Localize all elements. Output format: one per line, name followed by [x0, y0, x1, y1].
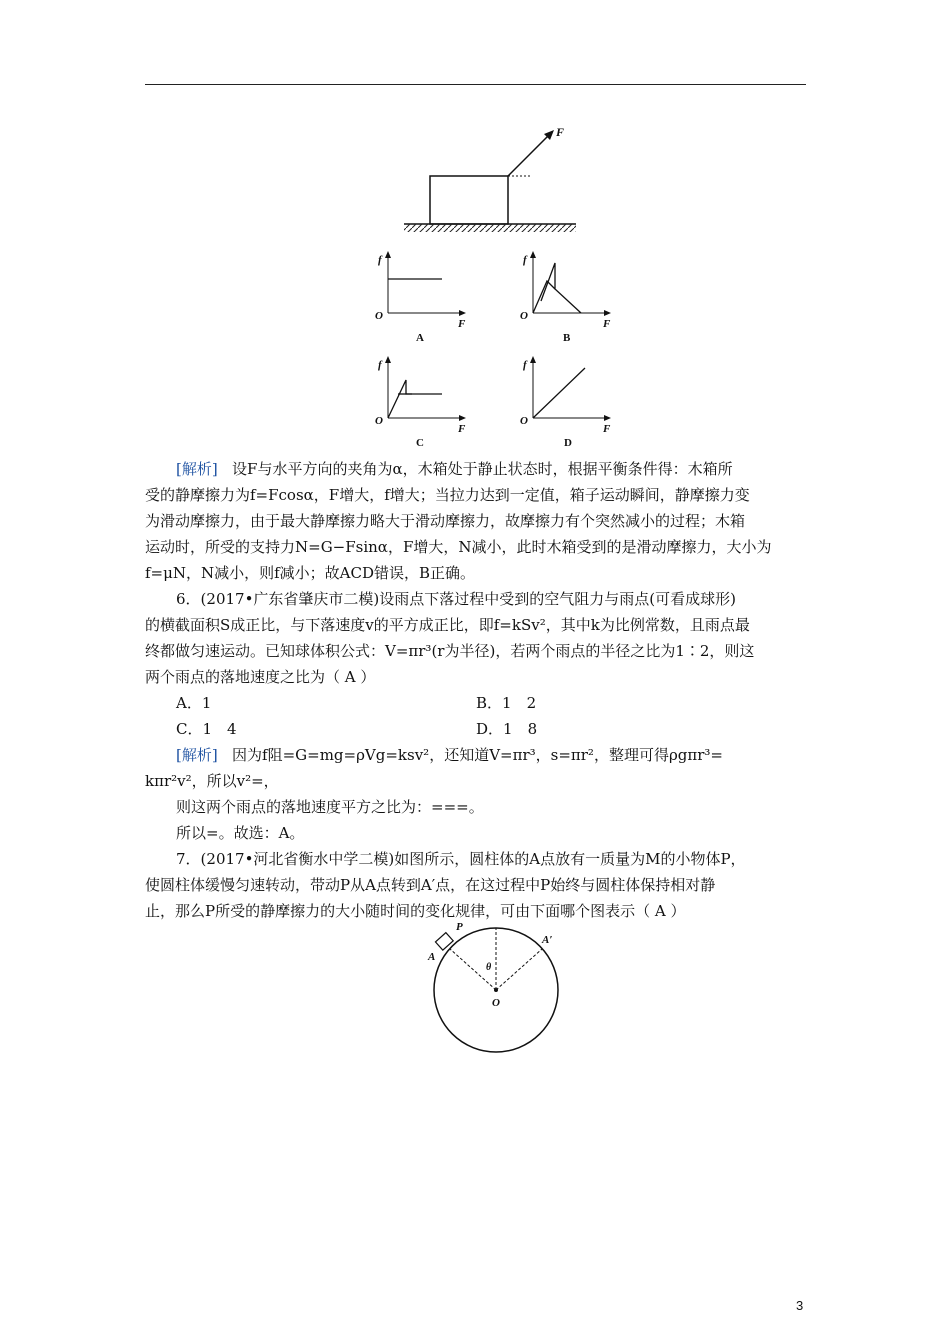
svg-text:f: f	[523, 359, 527, 371]
svg-text:F: F	[458, 318, 466, 330]
graph-a	[370, 245, 480, 345]
q6-line-2: 的横截面积S成正比，与下落速度v的平方成正比，即f=kSv²，其中k为比例常数，且雨点最	[145, 616, 750, 634]
header-rule	[145, 84, 806, 85]
analysis-tag: [解析]	[176, 746, 218, 764]
svg-text:D: D	[564, 437, 572, 449]
q6-option-c: C．1 4	[176, 720, 237, 738]
force-label: F	[556, 125, 565, 139]
svg-text:A: A	[428, 951, 436, 963]
svg-text:A′: A′	[542, 934, 553, 946]
q6-option-b: B．1 2	[476, 694, 537, 712]
svg-text:O: O	[375, 415, 383, 427]
svg-text:A: A	[416, 332, 424, 344]
q7-line-2: 使圆柱体缓慢匀速转动，带动P从A点转到A′点，在这过程中P始终与圆柱体保持相对静	[145, 876, 716, 894]
cylinder-figure	[420, 918, 580, 1058]
box-force-figure	[400, 120, 600, 240]
q6-analysis-line-3: 则这两个雨点的落地速度平方之比为：===。	[176, 798, 484, 816]
svg-text:O: O	[520, 415, 528, 427]
svg-text:f: f	[523, 254, 527, 266]
svg-text:O: O	[492, 997, 500, 1009]
svg-text:f: f	[378, 359, 382, 371]
q5-analysis-line-1: [解析] 设F与水平方向的夹角为α，木箱处于静止状态时，根据平衡条件得：木箱所	[176, 460, 733, 478]
q5-analysis-line-4: 运动时，所受的支持力N=G−Fsinα，F增大，N减小，此时木箱受到的是滑动摩擦力，大小为	[145, 538, 772, 556]
svg-text:f: f	[378, 254, 382, 266]
svg-text:F: F	[603, 423, 611, 435]
page-number: 3	[796, 1298, 804, 1313]
q5-analysis-line-2: 受的静摩擦力为f=Fcosα，F增大，f增大；当拉力达到一定值，箱子运动瞬间，静摩擦力变	[145, 486, 750, 504]
q6-analysis-line-4: 所以=。故选：A。	[176, 824, 305, 842]
q5-analysis-line-5: f=μN，N减小，则f减小；故ACD错误，B正确。	[145, 564, 476, 582]
q7-line-1: 7．(2017•河北省衡水中学二模)如图所示，圆柱体的A点放有一质量为M的小物体P，	[176, 850, 746, 868]
graph-d	[515, 350, 625, 450]
svg-text:O: O	[520, 310, 528, 322]
svg-text:P: P	[456, 921, 463, 933]
svg-text:O: O	[375, 310, 383, 322]
q6-line-3: 终都做匀速运动。已知球体积公式：V=πr³(r为半径)，若两个雨点的半径之比为1∶2，则这	[145, 642, 755, 660]
svg-text:B: B	[563, 332, 571, 344]
analysis-tag: [解析]	[176, 460, 218, 478]
q6-line-4: 两个雨点的落地速度之比为（ A ）	[145, 668, 376, 686]
graph-c	[370, 350, 480, 450]
svg-text:C: C	[416, 437, 424, 449]
q6-line-1: 6．(2017•广东省肇庆市二模)设雨点下落过程中受到的空气阻力与雨点(可看成球形)	[176, 590, 736, 608]
q7-line-3: 止，那么P所受的静摩擦力的大小随时间的变化规律，可由下面哪个图表示（ A ）	[145, 902, 686, 920]
graph-b	[515, 245, 625, 345]
svg-text:F: F	[603, 318, 611, 330]
q5-analysis-line-3: 为滑动摩擦力，由于最大静摩擦力略大于滑动摩擦力，故摩擦力有个突然减小的过程；木箱	[145, 512, 746, 530]
q6-analysis-line-1: [解析] 因为f阻=G=mg=ρVg=ksv²，还知道V=πr³，s=πr²，整理可得ρgπr³=	[176, 746, 723, 764]
svg-text:F: F	[458, 423, 466, 435]
q6-option-a: A．1	[176, 694, 212, 712]
q6-analysis-line-2: kπr²v²，所以v²=，	[145, 772, 279, 790]
svg-text:θ: θ	[486, 962, 492, 973]
q6-option-d: D．1 8	[476, 720, 538, 738]
